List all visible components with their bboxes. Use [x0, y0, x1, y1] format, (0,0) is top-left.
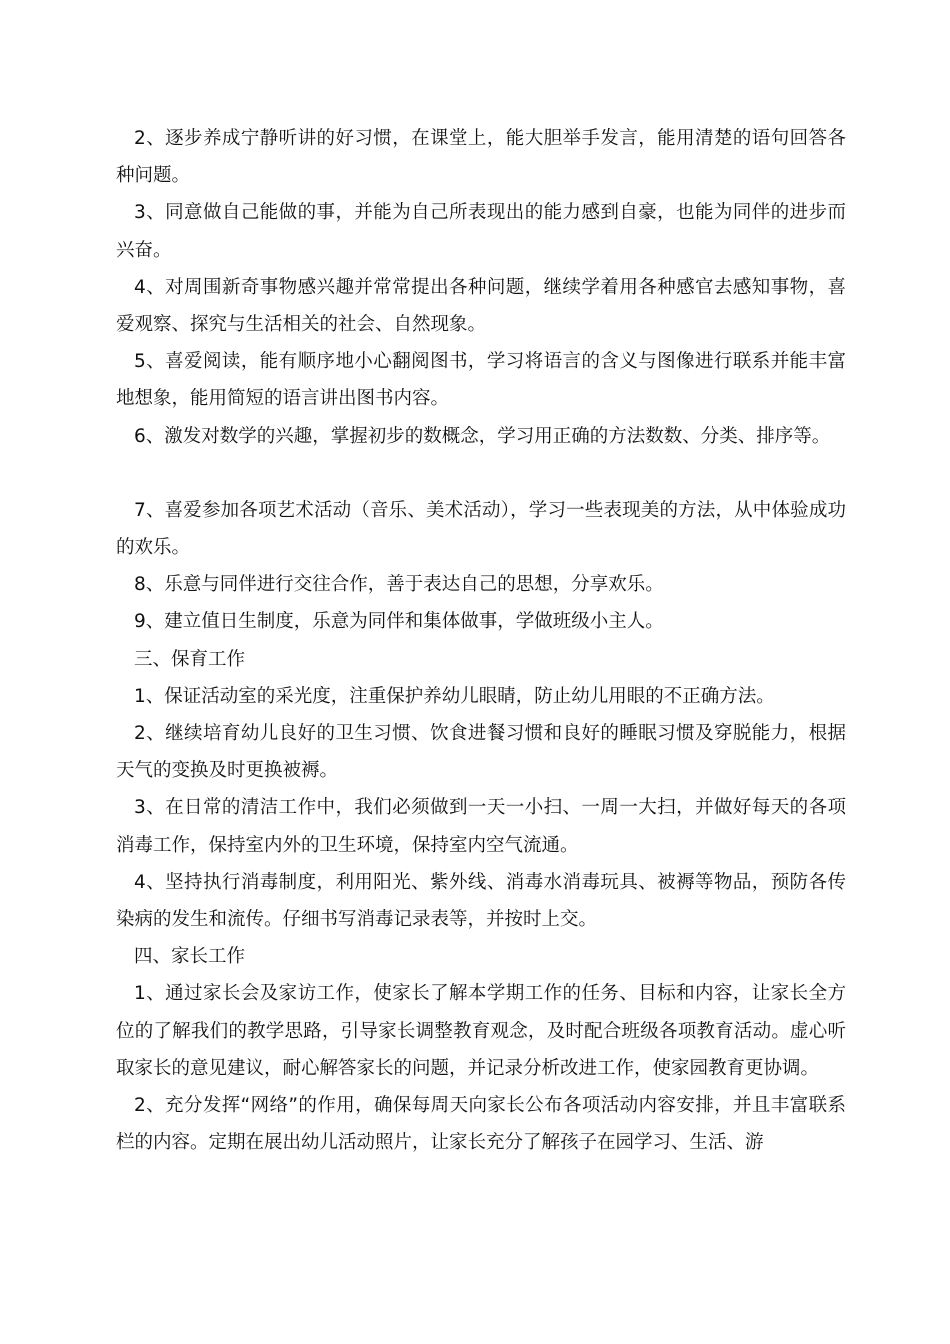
paragraph-care-1: 1、保证活动室的采光度，注重保护养幼儿眼睛，防止幼儿用眼的不正确方法。	[134, 685, 775, 707]
paragraph-care-4: 4、坚持执行消毒制度，利用阳光、紫外线、消毒水消毒玩具、被褥等物品，预防各传染病的发生和流传。仔细书写消毒记录表等，并按时上交。	[116, 871, 846, 931]
blank-line	[116, 455, 846, 492]
paragraph-care-3: 3、在日常的清洁工作中，我们必须做到一天一小扫、一周一大扫，并做好每天的各项消毒工作，保持室内外的卫生环境，保持室内空气流通。	[116, 797, 846, 856]
section-heading-care: 三、保育工作	[134, 648, 246, 670]
paragraph-goal-2: 2、逐步养成宁静听讲的好习惯，在课堂上，能大胆举手发言，能用清楚的语句回答各种问题。	[116, 128, 846, 187]
paragraph-parents-1: 1、通过家长会及家访工作，使家长了解本学期工作的任务、目标和内容，让家长全方位的了解我们的教学思路，引导家长调整教育观念，及时配合班级各项教育活动。虚心听取家长的意见建议，耐心解答家长的问题，并记录分析改进工作，使家园教育更协调。	[116, 983, 846, 1079]
paragraph-parents-2: 2、充分发挥“网络”的作用，确保每周天向家长公布各项活动内容安排，并且丰富联系栏的内容。定期在展出幼儿活动照片，让家长充分了解孩子在园学习、生活、游	[116, 1095, 846, 1154]
paragraph-goal-4: 4、对周围新奇事物感兴趣并常常提出各种问题，继续学着用各种感官去感知事物，喜爱观察、探究与生活相关的社会、自然现象。	[116, 276, 846, 336]
section-heading-parents: 四、家长工作	[134, 946, 246, 968]
paragraph-goal-7: 7、喜爱参加各项艺术活动（音乐、美术活动），学习一些表现美的方法，从中体验成功的欢乐。	[116, 499, 846, 559]
document-body	[116, 120, 846, 1161]
paragraph-goal-6: 6、激发对数学的兴趣，掌握初步的数概念，学习用正确的方法数数、分类、排序等。	[134, 425, 831, 447]
paragraph-care-2: 2、继续培育幼儿良好的卫生习惯、饮食进餐习惯和良好的睡眠习惯及穿脱能力，根据天气的变换及时更换被褥。	[116, 723, 846, 782]
paragraph-goal-5: 5、喜爱阅读，能有顺序地小心翻阅图书，学习将语言的含义与图像进行联系并能丰富地想象，能用简短的语言讲出图书内容。	[116, 351, 846, 410]
paragraph-goal-3: 3、同意做自己能做的事，并能为自己所表现出的能力感到自豪，也能为同伴的进步而兴奋。	[116, 202, 846, 261]
paragraph-goal-8: 8、乐意与同伴进行交往合作，善于表达自己的思想，分享欢乐。	[134, 574, 664, 596]
paragraph-goal-9: 9、建立值日生制度，乐意为同伴和集体做事，学做班级小主人。	[134, 611, 664, 633]
